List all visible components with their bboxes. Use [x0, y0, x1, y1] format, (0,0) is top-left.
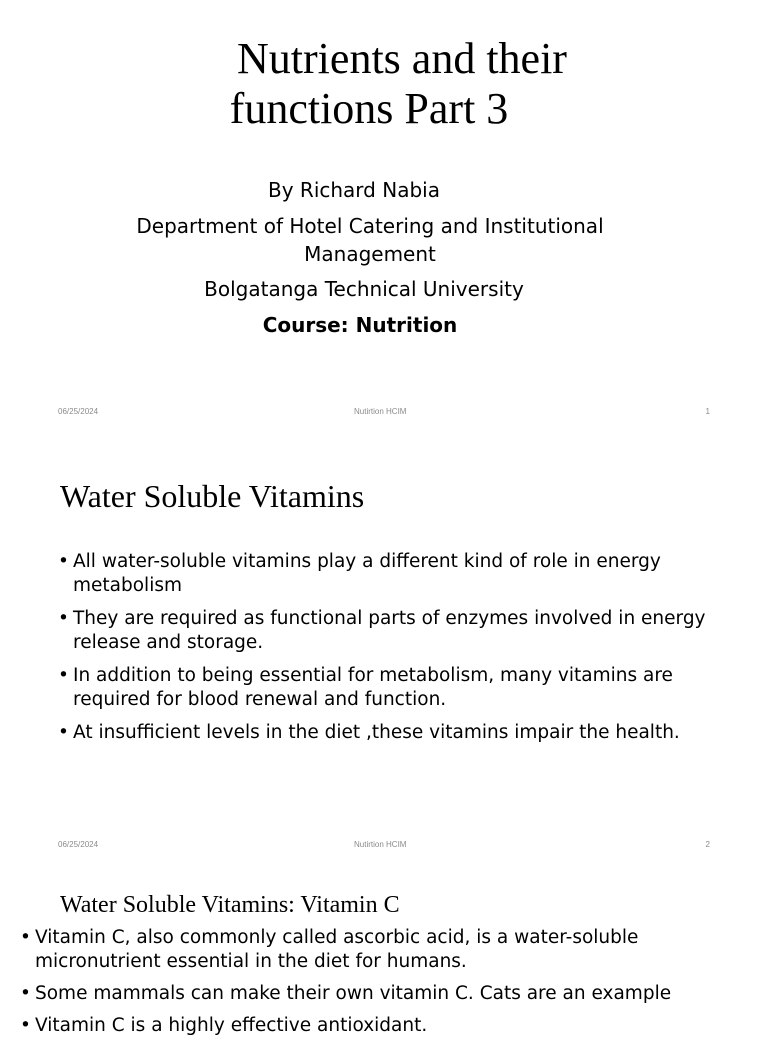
slide-3-bullet-list [20, 926, 720, 1046]
footer-date: 06/25/2024 [58, 840, 99, 849]
footer-page-number: 1 [705, 407, 710, 416]
slide-1-footer [0, 407, 768, 419]
slide-2-bullet-list [58, 550, 718, 754]
list-item: • Vitamin C, also commonly called ascorbic acid, is a water-soluble micronutrient essential in the diet for humans. [20, 927, 639, 972]
bullet-icon: • [20, 1015, 31, 1036]
bullet-icon: • [58, 665, 69, 686]
list-item: • Some mammals can make their own vitamin C. Cats are an example [20, 983, 672, 1004]
author-byline: By Richard Nabia [268, 178, 440, 202]
course-label: Course: Nutrition [262, 313, 458, 337]
slide-2-title: Water Soluble Vitamins [60, 478, 365, 514]
department-name: Department of Hotel Catering and Institutional Management [136, 214, 604, 266]
footer-page-number: 2 [705, 840, 710, 849]
title-line-1: Nutrients and their [237, 34, 567, 83]
bullet-icon: • [20, 983, 31, 1004]
footer-course: Nutirtion HCIM [354, 407, 407, 416]
footer-date: 06/25/2024 [58, 407, 99, 416]
list-item: • All water-soluble vitamins play a different kind of role in energy metabolism [58, 551, 661, 596]
bullet-icon: • [58, 722, 69, 743]
slide-3-title: Water Soluble Vitamins: Vitamin C [60, 892, 400, 918]
slide-2-footer [0, 840, 768, 852]
slide-1-title [0, 34, 768, 134]
bullet-icon: • [58, 608, 69, 629]
university-name: Bolgatanga Technical University [204, 277, 524, 301]
list-item: • At insufficient levels in the diet ,these vitamins impair the health. [58, 722, 680, 743]
list-item: • Vitamin C is a highly effective antioxidant. [20, 1015, 428, 1036]
bullet-icon: • [58, 551, 69, 572]
bullet-icon: • [20, 927, 31, 948]
footer-course: Nutirtion HCIM [354, 840, 407, 849]
list-item: • They are required as functional parts of enzymes involved in energy release and storage. [58, 608, 706, 653]
title-line-2: functions Part 3 [229, 84, 509, 133]
list-item: • In addition to being essential for metabolism, many vitamins are required for blood renewal and function. [58, 665, 673, 710]
